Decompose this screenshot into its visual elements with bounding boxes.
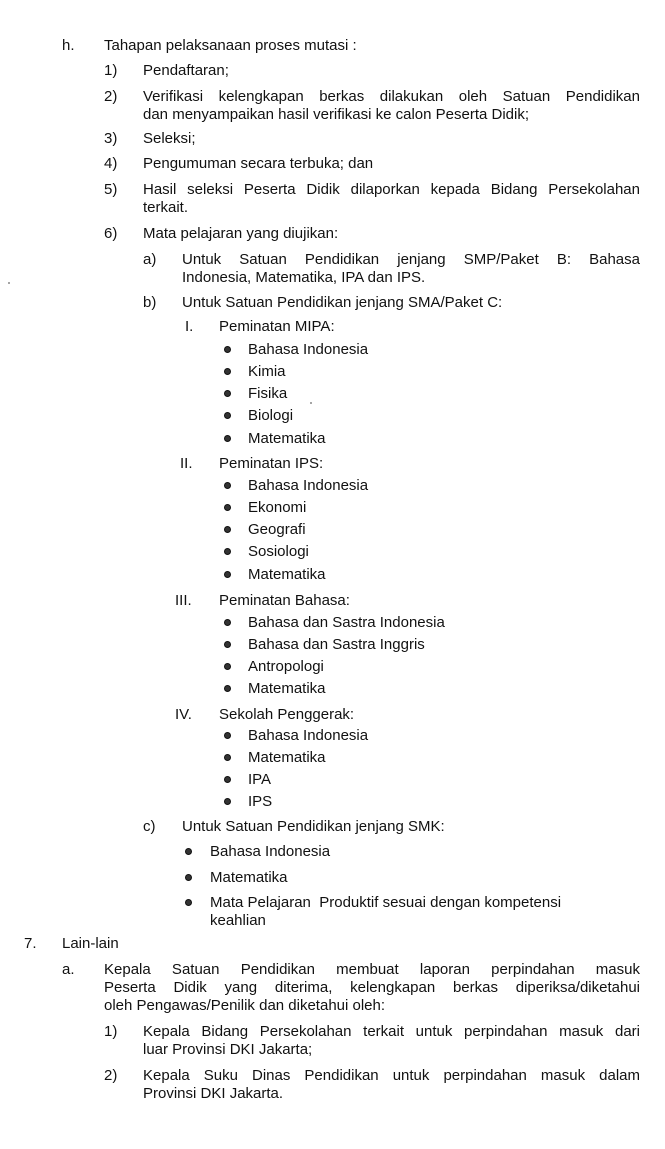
- section-marker: 7.: [24, 935, 37, 952]
- step-text: terkait.: [143, 199, 189, 216]
- bullet-icon: [224, 548, 231, 555]
- list-item: Geografi: [248, 521, 306, 538]
- list-item: Bahasa Indonesia: [210, 843, 331, 860]
- step-number: 3): [104, 130, 118, 147]
- bullet-icon: [224, 435, 231, 442]
- list-item: Bahasa Indonesia: [248, 477, 369, 494]
- bullet-icon: [185, 874, 192, 881]
- sub-marker: b): [143, 294, 157, 311]
- step-number: 1): [104, 1023, 118, 1040]
- list-item: Sosiologi: [248, 543, 309, 560]
- bullet-icon: [224, 619, 231, 626]
- bullet-icon: [224, 504, 231, 511]
- section-title: Lain-lain: [62, 935, 119, 952]
- list-item: Fisika: [248, 385, 288, 402]
- bullet-icon: [185, 899, 192, 906]
- step-text: dan menyampaikan hasil verifikasi ke calon Peserta Didik;: [143, 106, 530, 123]
- step-number: 2): [104, 1067, 118, 1084]
- section-marker: h.: [62, 37, 75, 54]
- bullet-icon: [224, 798, 231, 805]
- bullet-icon: [224, 776, 231, 783]
- scan-speck: [8, 282, 10, 284]
- section-title: Tahapan pelaksanaan proses mutasi :: [104, 37, 357, 54]
- sub-marker: c): [143, 818, 156, 835]
- list-item: Bahasa Indonesia: [248, 727, 369, 744]
- paragraph-text: Kepala Satuan Pendidikan membuat laporan perpindahan masuk: [104, 961, 640, 978]
- step-number: 4): [104, 155, 118, 172]
- sub-text: Untuk Satuan Pendidikan jenjang SMP/Paket B: Bahasa: [182, 251, 640, 268]
- sub-text: Indonesia, Matematika, IPA dan IPS.: [182, 269, 426, 286]
- list-item: keahlian: [210, 912, 266, 929]
- list-item: IPA: [248, 771, 272, 788]
- bullet-icon: [224, 482, 231, 489]
- bullet-icon: [224, 571, 231, 578]
- sub-text: Untuk Satuan Pendidikan jenjang SMK:: [182, 818, 445, 835]
- list-item: Biologi: [248, 407, 294, 424]
- step-text: Provinsi DKI Jakarta.: [143, 1085, 284, 1102]
- group-title: Peminatan MIPA:: [219, 318, 335, 335]
- step-text: Verifikasi kelengkapan berkas dilakukan oleh Satuan Pendidikan: [143, 88, 640, 105]
- step-text: Hasil seleksi Peserta Didik dilaporkan kepada Bidang Persekolahan: [143, 181, 640, 198]
- list-item: Bahasa Indonesia: [248, 341, 369, 358]
- group-title: Peminatan Bahasa:: [219, 592, 350, 609]
- list-item: IPS: [248, 793, 273, 810]
- bullet-icon: [224, 346, 231, 353]
- group-title: Sekolah Penggerak:: [219, 706, 355, 723]
- bullet-icon: [224, 390, 231, 397]
- bullet-icon: [224, 412, 231, 419]
- list-item: Mata Pelajaran Produktif sesuai dengan kompetensi: [210, 894, 562, 911]
- group-number: IV.: [175, 706, 192, 723]
- step-text: Kepala Bidang Persekolahan terkait untuk perpindahan masuk dari: [143, 1023, 640, 1040]
- sub-marker: a): [143, 251, 157, 268]
- scan-speck: [310, 402, 312, 404]
- step-text: Pengumuman secara terbuka; dan: [143, 155, 374, 172]
- step-text: Pendaftaran;: [143, 62, 229, 79]
- group-number: III.: [175, 592, 192, 609]
- paragraph-text: Peserta Didik yang diterima, kelengkapan berkas diperiksa/diketahui: [104, 979, 640, 996]
- bullet-icon: [224, 685, 231, 692]
- list-item: Matematika: [248, 430, 326, 447]
- list-item: Ekonomi: [248, 499, 307, 516]
- step-text: luar Provinsi DKI Jakarta;: [143, 1041, 313, 1058]
- list-item: Bahasa dan Sastra Inggris: [248, 636, 425, 653]
- list-item: Matematika: [210, 869, 288, 886]
- group-title: Peminatan IPS:: [219, 455, 324, 472]
- list-item: Kimia: [248, 363, 286, 380]
- list-item: Bahasa dan Sastra Indonesia: [248, 614, 445, 631]
- group-number: II.: [180, 455, 193, 472]
- step-number: 1): [104, 62, 118, 79]
- list-item: Matematika: [248, 749, 326, 766]
- bullet-icon: [224, 732, 231, 739]
- paragraph-marker: a.: [62, 961, 75, 978]
- list-item: Matematika: [248, 680, 326, 697]
- list-item: Matematika: [248, 566, 326, 583]
- step-number: 6): [104, 225, 118, 242]
- group-number: I.: [185, 318, 194, 335]
- step-text: Mata pelajaran yang diujikan:: [143, 225, 339, 242]
- bullet-icon: [224, 754, 231, 761]
- step-text: Kepala Suku Dinas Pendidikan untuk perpindahan masuk dalam: [143, 1067, 640, 1084]
- step-number: 5): [104, 181, 118, 198]
- list-item: Antropologi: [248, 658, 324, 675]
- bullet-icon: [224, 641, 231, 648]
- bullet-icon: [224, 368, 231, 375]
- sub-text: Untuk Satuan Pendidikan jenjang SMA/Paket C:: [182, 294, 503, 311]
- bullet-icon: [185, 848, 192, 855]
- paragraph-text: oleh Pengawas/Penilik dan diketahui oleh:: [104, 997, 386, 1014]
- bullet-icon: [224, 663, 231, 670]
- bullet-icon: [224, 526, 231, 533]
- step-text: Seleksi;: [143, 130, 196, 147]
- step-number: 2): [104, 88, 118, 105]
